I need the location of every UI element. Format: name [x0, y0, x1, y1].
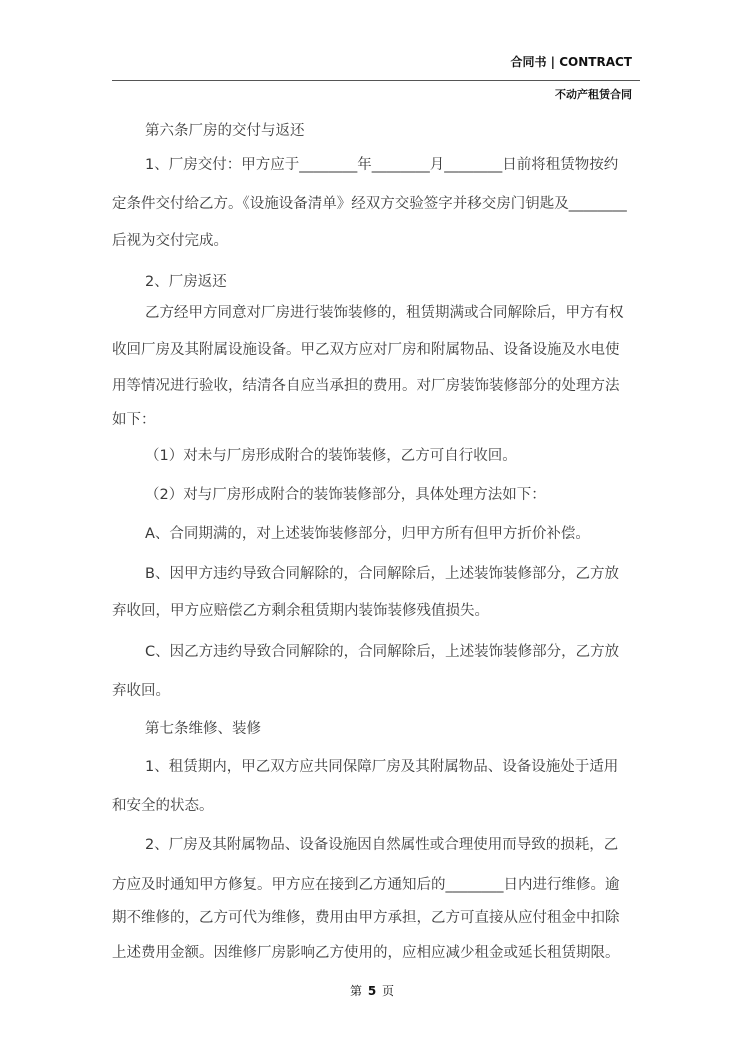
paragraph-line: 2、厂房及其附属物品、设备设施因自然属性或合理使用而导致的损耗，乙: [145, 837, 619, 853]
page-suffix: 页: [382, 984, 395, 998]
paragraph-line: 乙方经甲方同意对厂房进行装饰装修的，租赁期满或合同解除后，甲方有权: [145, 305, 624, 321]
section-heading: 第七条维修、装修: [145, 721, 261, 737]
paragraph-line: B、因甲方违约导致合同解除的，合同解除后，上述装饰装修部分，乙方放: [145, 566, 619, 582]
section-heading: 第六条厂房的交付与返还: [145, 123, 305, 139]
paragraph-line: 上述费用金额。因维修厂房影响乙方使用的，应相应减少租金或延长租赁期限。: [112, 945, 620, 961]
page-number-value: 5: [367, 984, 377, 998]
paragraph-line: 收回厂房及其附属设施设备。甲乙双方应对厂房和附属物品、设备设施及水电使: [112, 342, 620, 358]
paragraph-line: 如下：: [112, 412, 156, 428]
paragraph-line: 2、厂房返还: [145, 274, 227, 290]
header-divider: [112, 80, 640, 81]
paragraph-line: 期不维修的，乙方可代为维修，费用由甲方承担，乙方可直接从应付租金中扣除: [112, 910, 620, 926]
header-subtitle: 不动产租赁合同: [555, 88, 632, 101]
paragraph-line: 方应及时通知甲方修复。甲方应在接到乙方通知后的________日内进行维修。逾: [112, 877, 620, 893]
paragraph-line: 用等情况进行验收，结清各自应当承担的费用。对厂房装饰装修部分的处理方法: [112, 378, 620, 394]
paragraph-line: 定条件交付给乙方。《设施设备清单》经双方交验签字并移交房门钥匙及________: [112, 196, 627, 212]
paragraph-line: （2）对与厂房形成附合的装饰装修部分，具体处理方法如下：: [145, 487, 546, 503]
paragraph-line: 1、租赁期内，甲乙双方应共同保障厂房及其附属物品、设备设施处于适用: [145, 759, 619, 775]
paragraph-line: 弃收回。: [112, 683, 170, 699]
paragraph-line: （1）对未与厂房形成附合的装饰装修，乙方可自行收回。: [145, 448, 517, 464]
page-prefix: 第: [349, 984, 362, 998]
paragraph-line: 1、厂房交付：甲方应于________年________月________日前将租赁物按约: [145, 157, 619, 173]
page-number: [0, 982, 744, 999]
paragraph-line: 弃收回，甲方应赔偿乙方剩余租赁期内装饰装修残值损失。: [112, 603, 489, 619]
header-title: 合同书 | CONTRACT: [510, 55, 632, 69]
paragraph-line: C、因乙方违约导致合同解除的，合同解除后，上述装饰装修部分，乙方放: [145, 644, 620, 660]
paragraph-line: A、合同期满的，对上述装饰装修部分，归甲方所有但甲方折价补偿。: [145, 526, 590, 542]
paragraph-line: 后视为交付完成。: [112, 233, 228, 249]
paragraph-line: 和安全的状态。: [112, 798, 214, 814]
